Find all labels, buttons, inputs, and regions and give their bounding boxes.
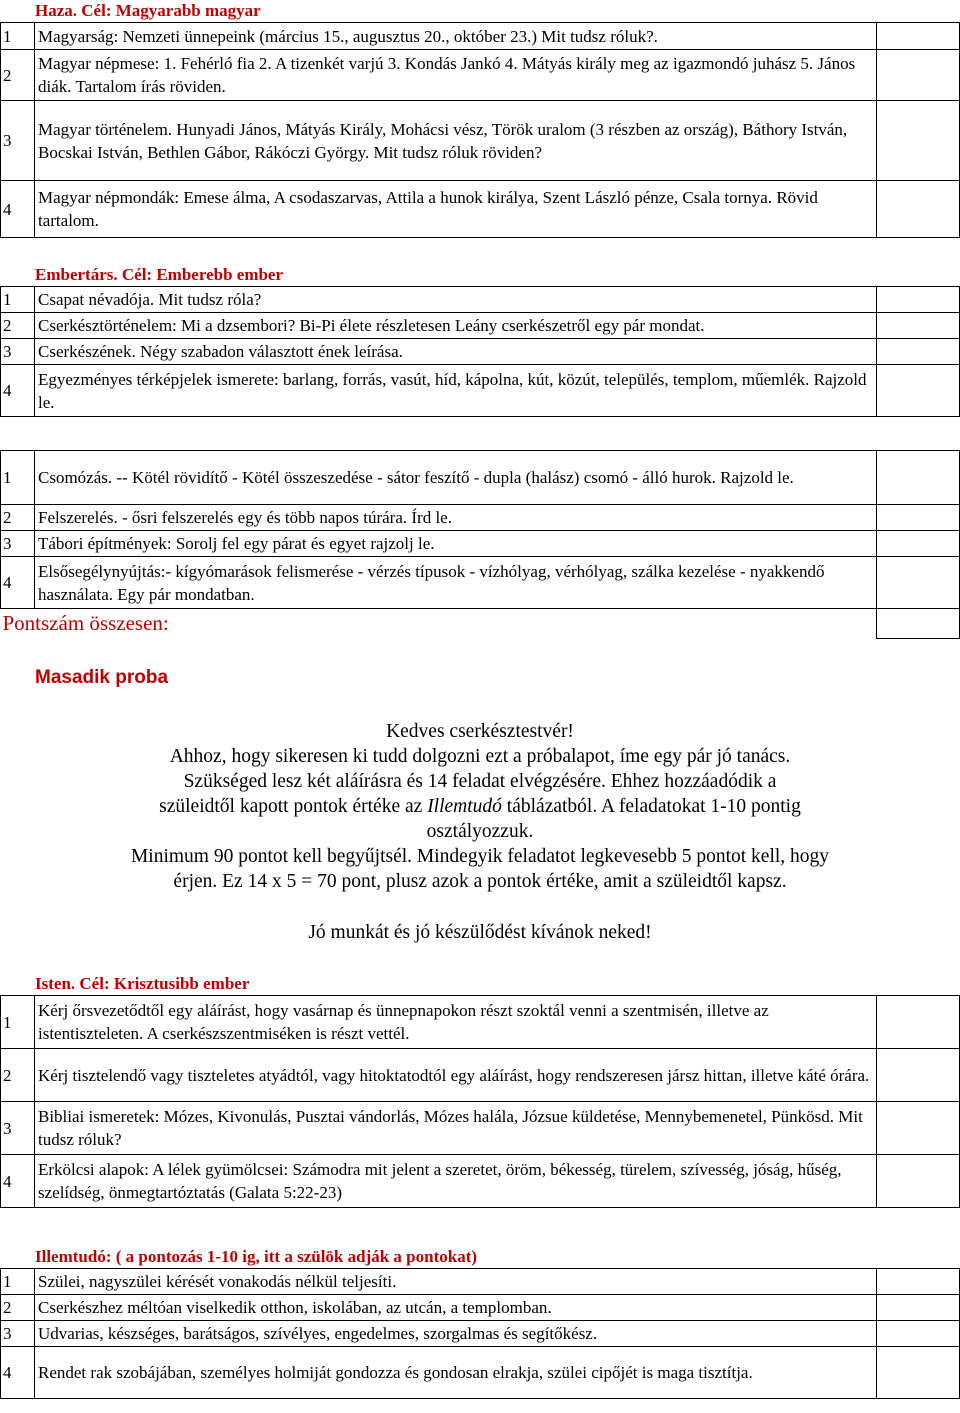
table-row bbox=[1, 50, 960, 101]
letter-line: osztályozzuk. bbox=[426, 821, 534, 842]
task-text: Cserkészének. Négy szabadon választott ének leírása. bbox=[35, 339, 877, 365]
table-row bbox=[1, 23, 960, 50]
task-text: Kérj tisztelendő vagy tiszteletes atyádtól, vagy hitoktatodtól egy aláírást, hogy rendszeresen jársz hittan, illetve káté órára. bbox=[35, 1049, 877, 1102]
task-text: Udvarias, készséges, barátságos, szívélyes, engedelmes, szorgalmas és segítőkész. bbox=[35, 1321, 877, 1347]
row-number: 1 bbox=[1, 23, 35, 50]
intro-letter bbox=[0, 719, 960, 894]
row-number: 1 bbox=[1, 287, 35, 313]
task-text: Csomózás. -- Kötél rövidítő - Kötél összeszedése - sátor feszítő - dupla (halász) csomó - álló hurok. Rajzold le. bbox=[35, 451, 877, 505]
section-heading: Haza. Cél: Magyarabb magyar bbox=[35, 1, 261, 20]
table-row bbox=[1, 287, 960, 313]
row-number: 4 bbox=[1, 181, 35, 238]
score-cell[interactable] bbox=[877, 451, 960, 505]
letter-line: érjen. Ez 14 x 5 = 70 pont, plusz azok a pontok értéke, amit a szüleidtől kapsz. bbox=[173, 871, 787, 892]
section-illemtudo bbox=[0, 1246, 960, 1399]
task-text: Felszerelés. - ősri felszerelés egy és több napos túrára. Írd le. bbox=[35, 505, 877, 531]
row-number: 1 bbox=[1, 1269, 35, 1295]
letter-line: Ahhoz, hogy sikeresen ki tudd dolgozni ezt a próbalapot, íme egy pár jó tanács. bbox=[169, 746, 791, 767]
row-number: 1 bbox=[1, 451, 35, 505]
score-cell[interactable] bbox=[877, 313, 960, 339]
table-row bbox=[1, 339, 960, 365]
section-heading: Illemtudó: ( a pontozás 1-10 ig, itt a szülök adják a pontokat) bbox=[35, 1247, 478, 1266]
table-row bbox=[1, 1049, 960, 1102]
task-table bbox=[0, 450, 960, 639]
row-number: 3 bbox=[1, 1321, 35, 1347]
score-cell[interactable] bbox=[877, 181, 960, 238]
illemtudo-emphasis: Illemtudó bbox=[427, 796, 502, 817]
row-number: 3 bbox=[1, 101, 35, 181]
letter-greeting: Kedves cserkésztestvér! bbox=[386, 721, 574, 742]
task-table bbox=[0, 995, 960, 1208]
row-number: 4 bbox=[1, 557, 35, 609]
section-isten bbox=[0, 973, 960, 1208]
table-row bbox=[1, 557, 960, 609]
row-number: 2 bbox=[1, 1049, 35, 1102]
task-text: Csapat névadója. Mit tudsz róla? bbox=[35, 287, 877, 313]
table-row bbox=[1, 1347, 960, 1399]
task-table bbox=[0, 286, 960, 417]
row-number: 4 bbox=[1, 365, 35, 417]
section-embertars bbox=[0, 264, 960, 417]
section-heading: Embertárs. Cél: Emberebb ember bbox=[35, 265, 284, 284]
score-cell[interactable] bbox=[877, 1295, 960, 1321]
table-row bbox=[1, 996, 960, 1049]
task-text: Magyar történelem. Hunyadi János, Mátyás Király, Mohácsi vész, Török uralom (3 részben az ország), Báthory István, Bocskai István, Bethlen Gábor, Rákóczi György. Mit tudsz róluk röviden? bbox=[35, 101, 877, 181]
row-number: 3 bbox=[1, 1102, 35, 1155]
letter-line: Minimum 90 pontot kell begyűjtsél. Mindegyik feladatot legkevesebb 5 pontot kell, hogy bbox=[130, 846, 830, 867]
table-row bbox=[1, 531, 960, 557]
table-row bbox=[1, 1321, 960, 1347]
section-skills bbox=[0, 450, 960, 639]
section-heading: Isten. Cél: Krisztusibb ember bbox=[35, 974, 250, 993]
task-text: Rendet rak szobájában, személyes holmiját gondozza és gondosan elrakja, szülei cipőjét is maga tisztítja. bbox=[35, 1347, 877, 1399]
score-cell[interactable] bbox=[877, 1321, 960, 1347]
table-row bbox=[1, 101, 960, 181]
score-cell[interactable] bbox=[877, 339, 960, 365]
score-cell[interactable] bbox=[877, 531, 960, 557]
score-cell[interactable] bbox=[877, 50, 960, 101]
table-row bbox=[1, 1155, 960, 1208]
task-table bbox=[0, 22, 960, 238]
score-cell[interactable] bbox=[877, 23, 960, 50]
task-text: Magyar népmese: 1. Fehérló fia 2. A tizenkét varjú 3. Kondás Jankó 4. Mátyás király meg az igazmondó juhász 5. János diák. Tartalom írás röviden. bbox=[35, 50, 877, 101]
score-cell[interactable] bbox=[877, 1049, 960, 1102]
score-cell[interactable] bbox=[877, 365, 960, 417]
letter-closing: Jó munkát és jó készülődést kívánok neked! bbox=[308, 922, 652, 943]
section-haza bbox=[0, 0, 960, 238]
row-number: 3 bbox=[1, 339, 35, 365]
task-text: Bibliai ismeretek: Mózes, Kivonulás, Pusztai vándorlás, Mózes halála, Józsue küldetése, Mennybemenetel, Pünkösd. Mit tudsz róluk? bbox=[35, 1102, 877, 1155]
row-number: 3 bbox=[1, 531, 35, 557]
task-text: Magyar népmondák: Emese álma, A csodaszarvas, Attila a hunok királya, Szent László pénze, Csala tornya. Rövid tartalom. bbox=[35, 181, 877, 238]
letter-text: táblázatból. A feladatokat 1-10 pontig bbox=[501, 796, 801, 817]
task-table bbox=[0, 1268, 960, 1399]
letter-text: szüleidtől kapott pontok értéke az bbox=[159, 796, 428, 817]
task-text: Cserkészhez méltóan viselkedik otthon, iskolában, az utcán, a templomban. bbox=[35, 1295, 877, 1321]
letter-line: Szükséged lesz két aláírásra és 14 feladat elvégzésére. Ehhez hozzáadódik a bbox=[183, 771, 777, 792]
task-text: Szülei, nagyszülei kérését vonakodás nélkül teljesíti. bbox=[35, 1269, 877, 1295]
table-row bbox=[1, 313, 960, 339]
score-cell[interactable] bbox=[877, 557, 960, 609]
task-text: Egyezményes térképjelek ismerete: barlang, forrás, vasút, híd, kápolna, kút, közút, település, templom, műemlék. Rajzold le. bbox=[35, 365, 877, 417]
row-number: 1 bbox=[1, 996, 35, 1049]
task-text: Elsősegélynyújtás:- kígyómarások felismerése - vérzés típusok - vízhólyag, vérhólyag, szálka kezelése - nyakkendő használata. Egy pár mondatban. bbox=[35, 557, 877, 609]
table-row bbox=[1, 451, 960, 505]
total-label: Pontszám összesen: bbox=[1, 609, 877, 639]
task-text: Kérj őrsvezetődtől egy aláírást, hogy vasárnap és ünnepnapokon részt szoktál venni a szentmisén, illetve az istentiszteleten. A cserkészszentmiséken is részt vettél. bbox=[35, 996, 877, 1049]
row-number: 4 bbox=[1, 1347, 35, 1399]
row-number: 4 bbox=[1, 1155, 35, 1208]
total-row bbox=[1, 609, 960, 639]
row-number: 2 bbox=[1, 50, 35, 101]
score-cell[interactable] bbox=[877, 287, 960, 313]
score-cell[interactable] bbox=[877, 101, 960, 181]
row-number: 2 bbox=[1, 1295, 35, 1321]
score-cell[interactable] bbox=[877, 1155, 960, 1208]
table-row bbox=[1, 1269, 960, 1295]
score-cell[interactable] bbox=[877, 1347, 960, 1399]
table-row bbox=[1, 365, 960, 417]
table-row bbox=[1, 505, 960, 531]
row-number: 2 bbox=[1, 313, 35, 339]
task-text: Tábori építmények: Sorolj fel egy párat és egyet rajzolj le. bbox=[35, 531, 877, 557]
task-text: Magyarság: Nemzeti ünnepeink (március 15., augusztus 20., október 23.) Mit tudsz róluk?. bbox=[35, 23, 877, 50]
table-row bbox=[1, 181, 960, 238]
table-row bbox=[1, 1295, 960, 1321]
score-cell[interactable] bbox=[877, 996, 960, 1049]
score-cell[interactable] bbox=[877, 1102, 960, 1155]
proba-title: Masadik proba bbox=[35, 667, 169, 688]
task-text: Erkölcsi alapok: A lélek gyümölcsei: Számodra mit jelent a szeretet, öröm, békesség, türelem, szívesség, jóság, hűség, szelídség, önmegtartóztatás (Galata 5:22-23) bbox=[35, 1155, 877, 1208]
letter-line bbox=[0, 794, 960, 819]
score-cell[interactable] bbox=[877, 1269, 960, 1295]
table-row bbox=[1, 1102, 960, 1155]
score-cell[interactable] bbox=[877, 505, 960, 531]
total-score-cell[interactable] bbox=[877, 609, 960, 639]
task-text: Cserkésztörténelem: Mi a dzsembori? Bi-Pi élete részletesen Leány cserkészetről egy pár mondat. bbox=[35, 313, 877, 339]
row-number: 2 bbox=[1, 505, 35, 531]
